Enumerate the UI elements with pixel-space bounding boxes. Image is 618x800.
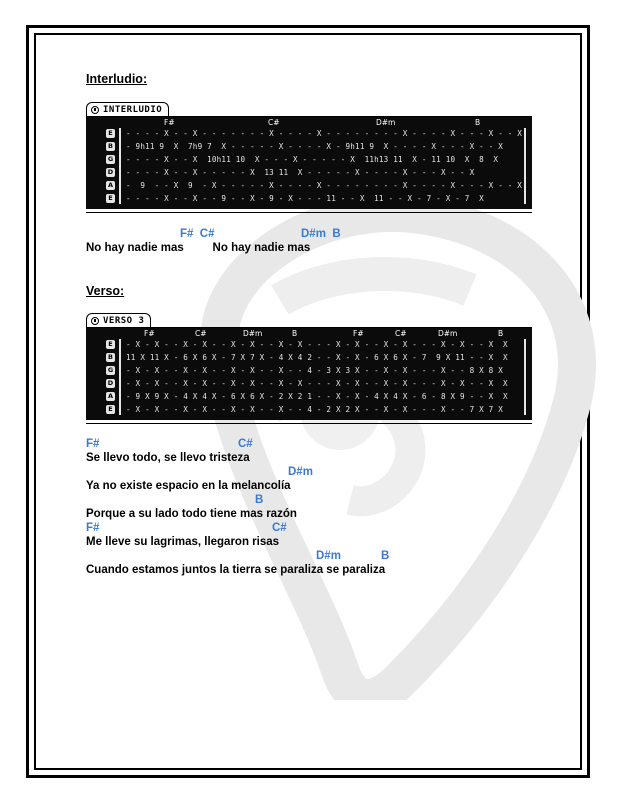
interludio-tab-label <box>86 102 169 116</box>
lyric-line: Se llevo todo, se llevo tristeza <box>86 452 250 464</box>
tab-chord-label: B <box>498 329 504 338</box>
string-name: E <box>106 340 115 349</box>
lyric-line: Porque a su lado todo tiene mas razón <box>86 508 297 520</box>
string-name: A <box>107 181 114 189</box>
verso-tablature <box>86 327 532 420</box>
tab-string-line: - - - - X - - X - - 9 - - X - 9 - X - - - 11 - - X 11 - - X - 7 - X - 7 X <box>126 194 484 203</box>
tab-chord-label: C# <box>268 118 280 127</box>
tab-string-line: - X - X - - X - X - - X - X - - X - - 4 - 2 X 2 X - - X - X - - - X - - 7 X 7 X <box>126 405 503 414</box>
tab-string-line: - X - X - - X - X - - X - X - - X - - 4 - 3 X 3 X - - X - X - - - X - - 8 X 8 X <box>126 366 503 375</box>
string-name: D <box>107 168 114 176</box>
string-name: E <box>106 194 115 203</box>
tab-start-bar <box>119 339 121 415</box>
pick-icon <box>91 317 99 325</box>
tab-string-line: - - - - X - - X - - - - - X 13 11 X - - - - - X - - - - X - - - X - - X <box>126 168 475 177</box>
tab-chord-label: D#m <box>438 329 458 338</box>
string-name: B <box>106 142 115 151</box>
lyric-chord: F# C# <box>180 228 215 240</box>
tab-chord-label: C# <box>395 329 407 338</box>
tab-chord-label: F# <box>353 329 364 338</box>
tab-chord-label: F# <box>164 118 175 127</box>
lyric-chord: D#m <box>288 466 313 478</box>
tab-string-line: 11 X 11 X - 6 X 6 X - 7 X 7 X - 4 X 4 2 - - X - X - 6 X 6 X - 7 9 X 11 - - X X <box>126 353 508 362</box>
string-name: G <box>107 155 114 163</box>
lyric-line: No hay nadie mas No hay nadie mas <box>86 242 311 254</box>
lyric-chord: C# <box>272 522 287 534</box>
string-name: D <box>107 379 114 387</box>
lyric-chord: B <box>255 494 264 506</box>
tab-divider <box>86 423 532 424</box>
tab-chord-label: D#m <box>243 329 263 338</box>
tab-string-line: - X - X - - X - X - - X - X - - X - X - - - X - X - - X - X - - - X - X - - X X <box>126 340 508 349</box>
string-name: A <box>107 392 114 400</box>
tab-string-line: - - - - X - - X 10h11 10 X - - - X - - - - - X 11h13 11 X - 11 10 X 8 X <box>126 155 499 164</box>
tab-string-line: - 9 X 9 X - 4 X 4 X - 6 X 6 X - 2 X 2 1 - - X - X - 4 X 4 X - 6 - 8 X 9 - - X X <box>126 392 508 401</box>
lyric-chord: F# <box>86 438 100 450</box>
lyric-line: Me lleve su lagrimas, llegaron risas <box>86 536 280 548</box>
interludio-tab-label-text: INTERLUDIO <box>103 104 163 115</box>
string-name: G <box>107 366 114 374</box>
lyric-line: Cuando estamos juntos la tierra se paraliza se paraliza <box>86 564 386 576</box>
pick-icon <box>91 106 99 114</box>
tab-chord-label: F# <box>144 329 155 338</box>
tab-chord-label: B <box>475 118 481 127</box>
lyric-chord: B <box>381 550 390 562</box>
string-name: E <box>106 405 115 414</box>
tab-divider <box>86 212 532 213</box>
tab-chord-label: C# <box>195 329 207 338</box>
lyric-chord: D#m <box>316 550 341 562</box>
lyric-chord: D#m B <box>301 228 341 240</box>
lyric-chord: C# <box>238 438 253 450</box>
tab-chord-label: D#m <box>376 118 396 127</box>
lyric-chord: F# <box>86 522 100 534</box>
interludio-heading: Interludio: <box>86 72 148 86</box>
tab-string-line: - 9h11 9 X 7h9 7 X - - - - - X - - - - X - 9h11 9 X - - - - X - - - X - - X <box>126 142 503 151</box>
string-name: E <box>106 129 115 138</box>
lyric-line: Ya no existe espacio en la melancolía <box>86 480 291 492</box>
verso-tab-label-text: VERSO 3 <box>103 315 145 326</box>
verso-tab-label <box>86 313 151 327</box>
verso-heading: Verso: <box>86 284 125 298</box>
interludio-tablature <box>86 116 532 209</box>
string-name: B <box>106 353 115 362</box>
tab-string-line: - - - - X - - X - - - - - - - X - - - - X - - - - - - - - X - - - - X - - - X - - X <box>126 129 523 138</box>
tab-string-line: - X - X - - X - X - - X - X - - X - X - - - X - X - - X - X - - - X - X - - X X <box>126 379 508 388</box>
tab-end-bar <box>524 339 526 415</box>
tab-string-line: - 9 - - X 9 - X - - - - - X - - - - X - - - - - - - - X - - - - X - - - X - - X <box>126 181 523 190</box>
tab-end-bar <box>524 128 526 204</box>
tab-chord-label: B <box>292 329 298 338</box>
tab-start-bar <box>119 128 121 204</box>
